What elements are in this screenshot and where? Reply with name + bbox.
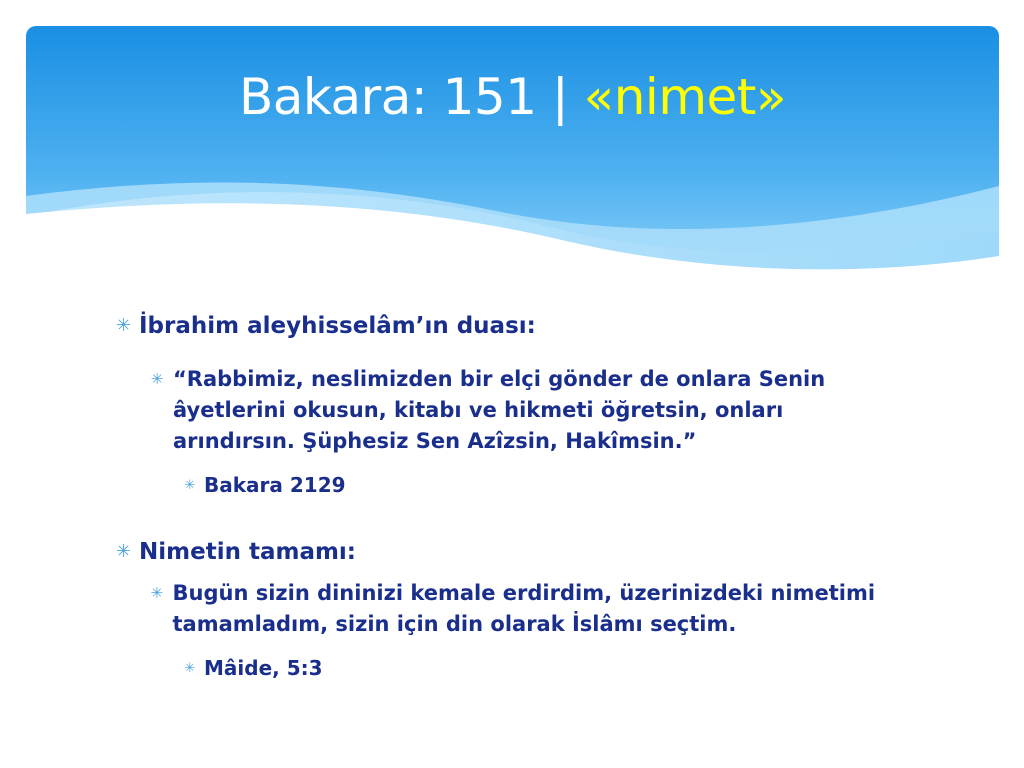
quote-text: Bugün sizin dininizi kemale erdirdim, üzerinizdeki nimetimi tamamladım, sizin için din olarak İslâmı seçtim. <box>172 581 876 636</box>
bullet-icon: ✳ <box>184 661 196 676</box>
bullet-level1-ibrahim <box>108 311 536 341</box>
bullet-icon: ✳ <box>150 370 164 388</box>
bullet-level3-source <box>176 654 323 683</box>
quote-text: “Rabbimiz, neslimizden bir elçi gönder de onlara Senin âyetlerini okusun, kitabı ve hikmeti öğretsin, onları arındırsın. Şüphesiz Sen Azîzsin, Hakîmsin.” <box>173 367 826 453</box>
bullet-icon: ✳ <box>150 584 164 602</box>
title-main: Bakara: 151 | <box>238 68 584 126</box>
section-heading: İbrahim aleyhisselâm’ın duası: <box>139 313 536 339</box>
source-reference: Bakara 2129 <box>204 473 346 497</box>
bullet-level1-nimet <box>108 537 356 567</box>
bullet-level3-source <box>176 471 346 500</box>
bullet-icon: ✳ <box>184 478 196 493</box>
bullet-level2-quote <box>141 578 901 640</box>
source-reference: Mâide, 5:3 <box>204 656 323 680</box>
section-heading: Nimetin tamamı: <box>139 539 357 565</box>
bullet-icon: ✳ <box>115 541 132 562</box>
bullet-level2-quote <box>141 364 901 457</box>
bullet-icon: ✳ <box>115 315 132 336</box>
title-accent: «nimet» <box>583 68 786 126</box>
